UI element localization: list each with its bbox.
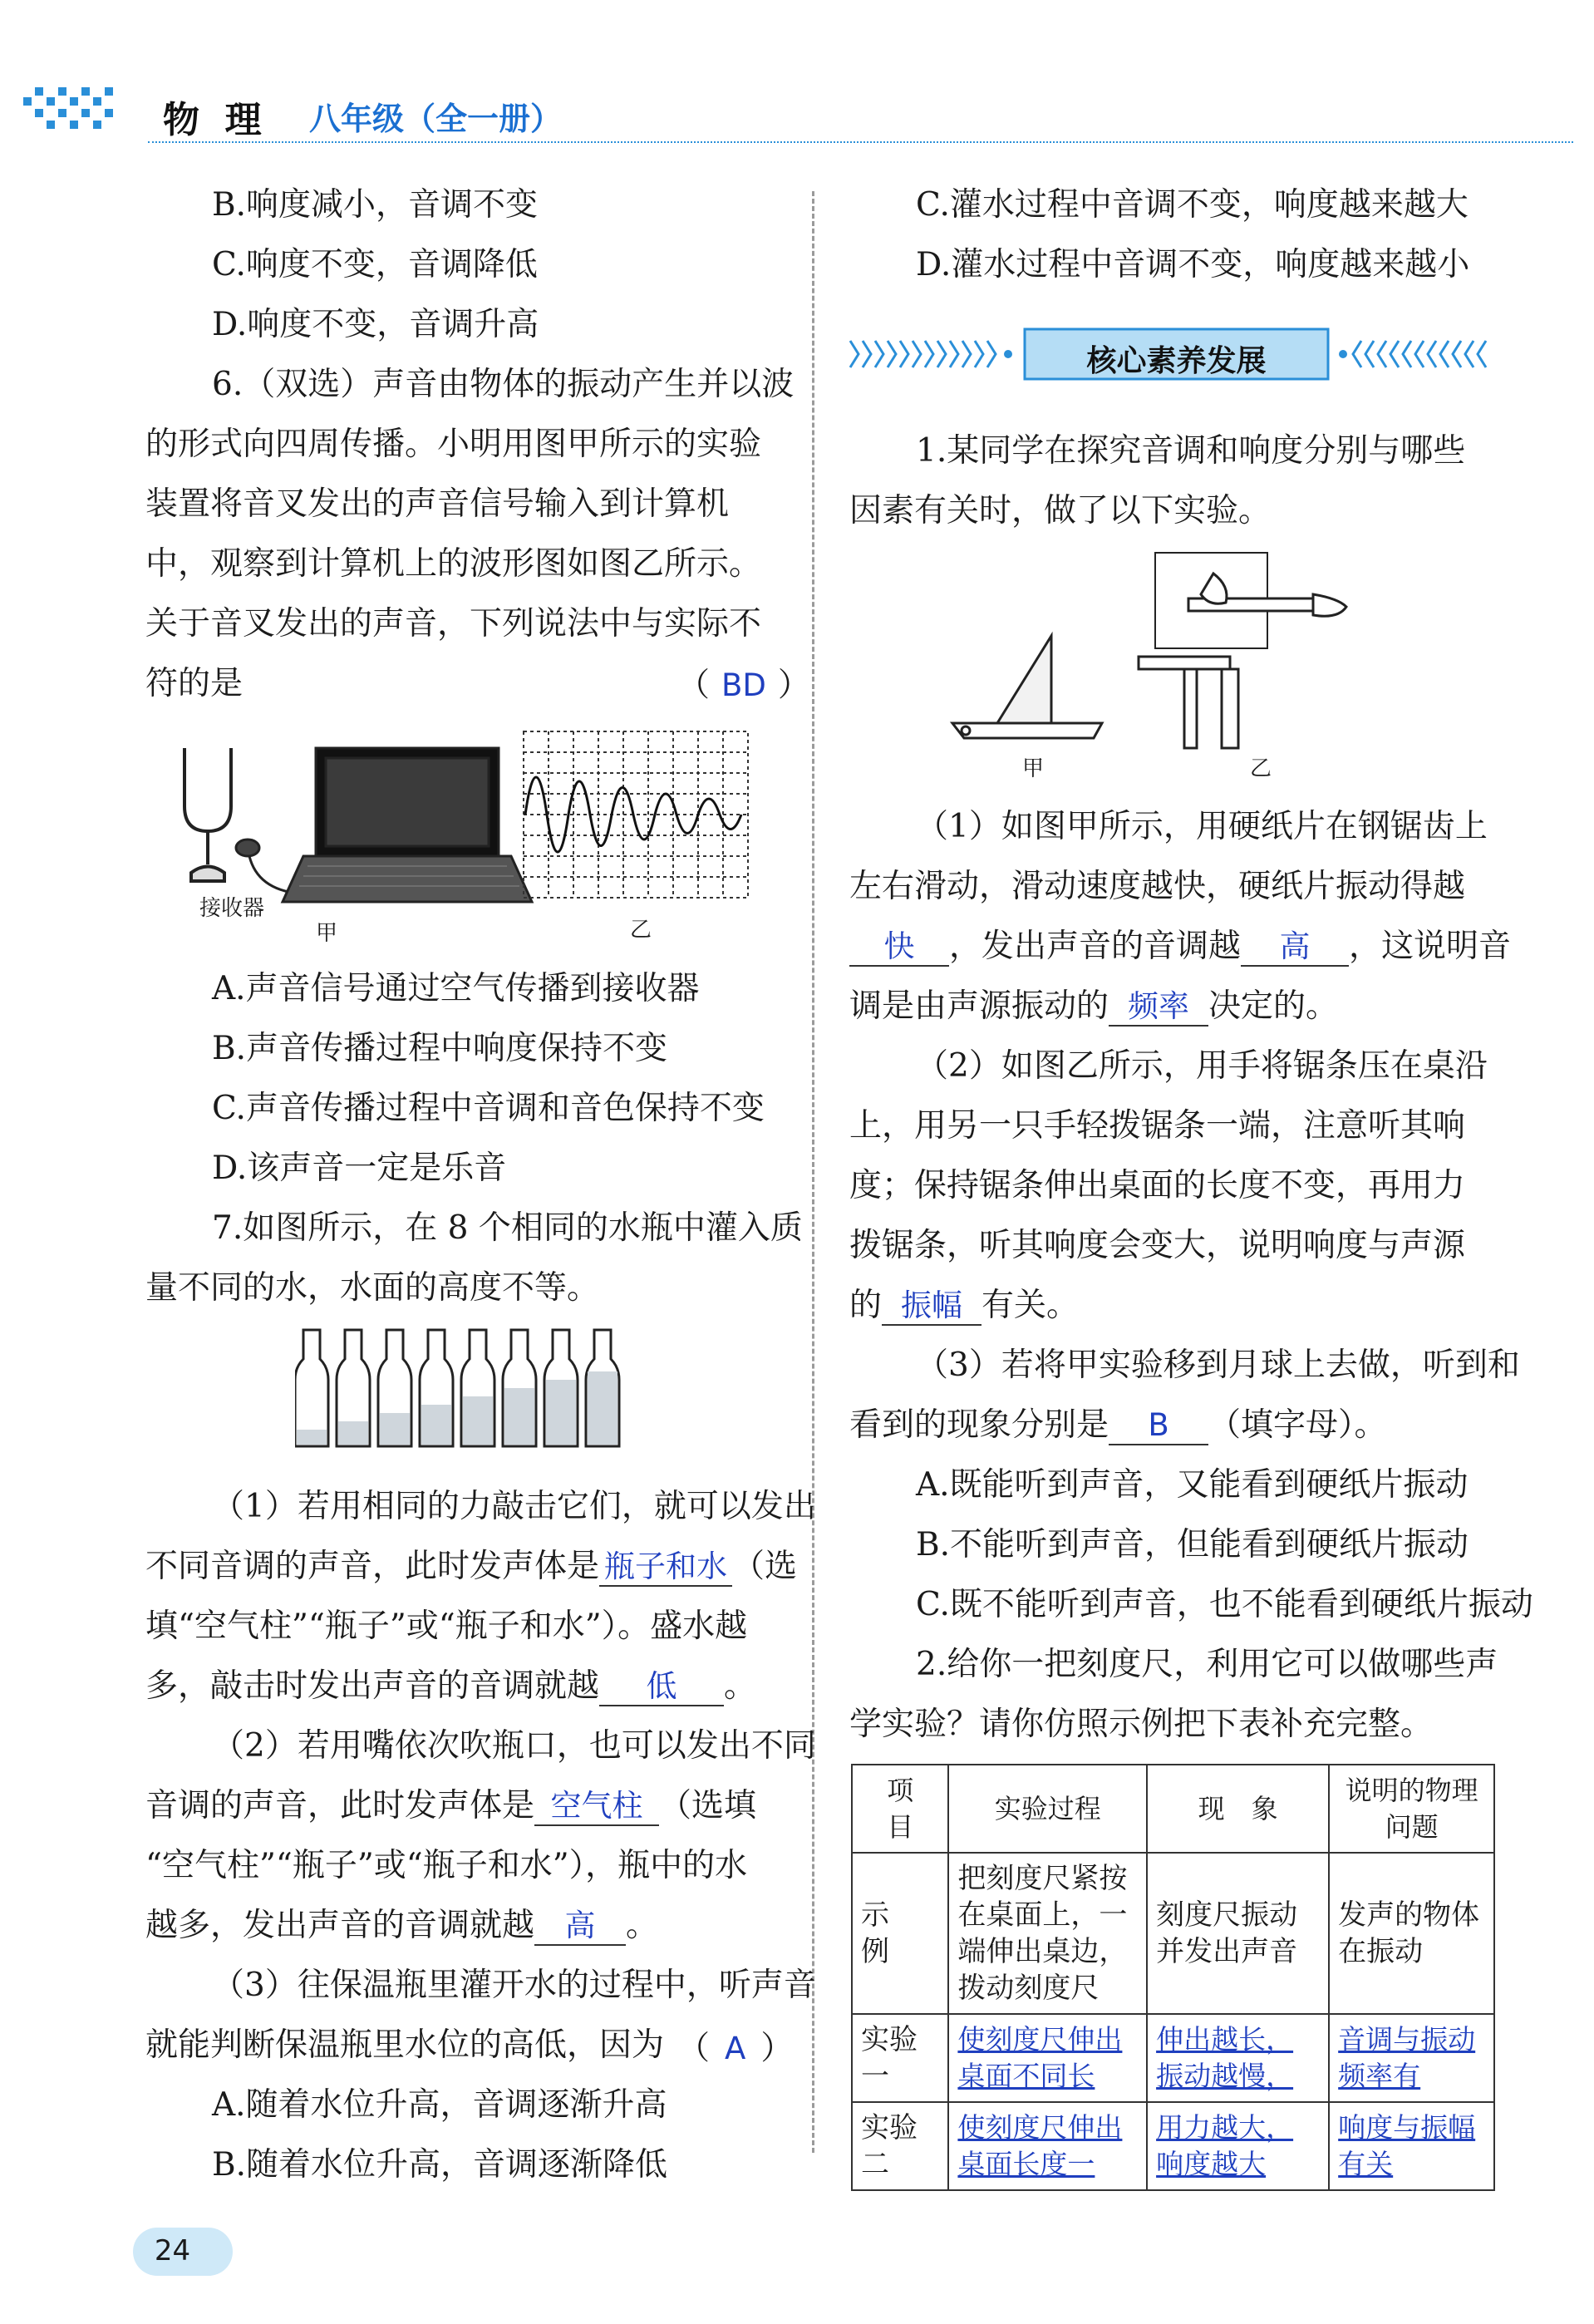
q6-option: D.该声音一定是乐音 xyxy=(212,1150,507,1187)
table-cell: 示 例 xyxy=(852,1853,948,2014)
table-header-row xyxy=(852,1765,1494,1853)
q7-line: 7.如图所示，在 8 个相同的水瓶中灌入质 xyxy=(212,1209,803,1247)
fig1-jia-label: 甲 xyxy=(1022,756,1045,781)
page-number: 24 xyxy=(154,2234,191,2267)
q7-answer-pitch-high: 高 xyxy=(534,1908,626,1946)
q7-p2-text: 。 xyxy=(626,1907,659,1944)
table-answer-cell: 用力越大，响度越大 xyxy=(1147,2102,1329,2190)
q7-p3-option: A.随着水位升高，音调逐渐升高 xyxy=(212,2086,667,2124)
table-header-cell: 实验过程 xyxy=(948,1765,1147,1853)
table-answer-cell: 使刻度尺伸出桌面不同长 xyxy=(948,2014,1147,2102)
q2-line: 学实验？请你仿照示例把下表补充完整。 xyxy=(849,1706,1434,1743)
q7-p3-answer: A xyxy=(725,2031,746,2066)
q6-option: C.声音传播过程中音调和音色保持不变 xyxy=(212,1090,765,1127)
q1-p1-line3 xyxy=(849,926,1511,968)
left-line: 装置将音叉发出的声音信号输入到计算机 xyxy=(145,485,730,523)
table-cell: 实验一 xyxy=(852,2014,948,2102)
q7-p2: （2）若用嘴依次吹瓶口，也可以发出不同 xyxy=(212,1727,816,1765)
q2-line: 2.给你一把刻度尺，利用它可以做哪些声 xyxy=(916,1646,1498,1683)
q1-answer-frequency: 频率 xyxy=(1109,988,1208,1027)
fig1-yi-label: 乙 xyxy=(1250,756,1272,781)
figure-saw-experiments xyxy=(947,549,1396,765)
q1-p1-text: ，这说明音 xyxy=(1349,928,1512,965)
fig6-jia-label: 甲 xyxy=(316,921,338,946)
q6-option: A.声音信号通过空气传播到接收器 xyxy=(212,970,700,1007)
q1-p3-text: （填字母）。 xyxy=(1208,1406,1387,1444)
q1-p3-text: 看到的现象分别是 xyxy=(849,1406,1109,1444)
fig6-receiver-label: 接收器 xyxy=(199,896,265,921)
q7-answer-sounding-body: 瓶子和水 xyxy=(599,1549,732,1587)
left-line: 关于音叉发出的声音，下列说法中与实际不 xyxy=(145,605,762,643)
q1-p2: 度；保持锯条伸出桌面的长度不变，再用力 xyxy=(849,1167,1466,1204)
header-subject: 物 理 xyxy=(163,99,262,141)
q1-p3-option: B.不能听到声音，但能看到硬纸片振动 xyxy=(916,1526,1469,1563)
q1-p2: （2）如图乙所示，用手将锯条压在桌沿 xyxy=(916,1047,1488,1085)
q1-p1: （1）如图甲所示，用硬纸片在钢锯齿上 xyxy=(916,808,1488,845)
header-grade: 八年级（全一册） xyxy=(309,101,563,137)
section-title: 核心素养发展 xyxy=(1086,344,1267,378)
q7-p1-text: 不同音调的声音，此时发声体是 xyxy=(145,1548,600,1585)
q7-p1-text: 。 xyxy=(724,1667,757,1705)
q7-p1-line4 xyxy=(145,1666,756,1707)
table-row xyxy=(852,2014,1494,2102)
q7-p2-text: （选填 xyxy=(659,1787,757,1824)
q1-p2-text: 的 xyxy=(849,1287,883,1324)
q1-p1-line4 xyxy=(849,986,1338,1027)
q7-p3-answer-bracket: （ A ） xyxy=(677,2030,794,2067)
q1-p1-text: 决定的。 xyxy=(1208,987,1339,1025)
table-answer-cell: 响度与振幅有关 xyxy=(1329,2102,1494,2190)
table-cell: 刻度尺振动并发出声音 xyxy=(1147,1853,1329,2014)
table-header-cell: 现 象 xyxy=(1147,1765,1329,1853)
q1-p1-line2: 左右滑动，滑动速度越快，硬纸片振动得越 xyxy=(849,868,1466,905)
table-cell: 发声的物体在振动 xyxy=(1329,1853,1494,2014)
q1-p3: （3）若将甲实验移到月球上去做，听到和 xyxy=(916,1347,1520,1384)
q1-answer-amplitude: 振幅 xyxy=(882,1288,981,1326)
q1-p2: 上，用另一只手轻拨锯条一端，注意听其响 xyxy=(849,1107,1466,1145)
q1-answer-high: 高 xyxy=(1241,928,1349,967)
header-rule xyxy=(148,141,1573,143)
left-line: 6.（双选）声音由物体的振动产生并以波 xyxy=(212,366,795,403)
q1-p1-text: ，发出声音的音调越 xyxy=(949,928,1242,965)
q7-p1-line2 xyxy=(145,1546,797,1588)
q7-p3-line2 xyxy=(145,2025,664,2066)
table-cell: 把刻度尺紧按在桌面上，一端伸出桌边，拨动刻度尺 xyxy=(948,1853,1147,2014)
table-answer-cell: 音调与振动频率有 xyxy=(1329,2014,1494,2102)
q7-p1-text: （选 xyxy=(732,1548,798,1585)
fig6-yi-label: 乙 xyxy=(630,918,652,943)
q1-p3-answer: B xyxy=(1109,1407,1208,1445)
q7-answer-pitch-low: 低 xyxy=(599,1668,724,1706)
q7-p2-line2 xyxy=(145,1785,756,1827)
q1-p2: 拨锯条，听其响度会变大，说明响度与声源 xyxy=(849,1227,1466,1264)
q1-line: 1.某同学在探究音调和响度分别与哪些 xyxy=(916,432,1466,470)
left-line: D.响度不变，音调升高 xyxy=(212,306,539,343)
column-divider xyxy=(812,191,814,2153)
right-line: D.灌水过程中音调不变，响度越来越小 xyxy=(916,246,1470,283)
q1-p3-option: C.既不能听到声音，也不能看到硬纸片振动 xyxy=(916,1586,1533,1623)
q7-answer-air-column: 空气柱 xyxy=(534,1788,659,1826)
left-line: 的形式向四周传播。小明用图甲所示的实验 xyxy=(145,426,762,463)
q1-p2-line5 xyxy=(849,1285,1079,1327)
q1-p3-line2 xyxy=(849,1405,1387,1446)
figure-water-bottles xyxy=(295,1322,627,1450)
table-row xyxy=(852,1853,1494,2014)
q6-option: B.声音传播过程中响度保持不变 xyxy=(212,1030,668,1067)
q7-p1-text: 多，敲击时发出声音的音调就越 xyxy=(145,1667,600,1705)
q7-p2-line4 xyxy=(145,1905,658,1947)
q7-p1-line3: 填“空气柱”“瓶子”或“瓶子和水”）。盛水越 xyxy=(145,1608,748,1645)
q7-p2-line3: “空气柱”“瓶子”或“瓶子和水”），瓶中的水 xyxy=(145,1847,748,1884)
table-answer-cell: 使刻度尺伸出桌面长度一 xyxy=(948,2102,1147,2190)
experiment-table xyxy=(851,1764,1495,2191)
q7-line: 量不同的水，水面的高度不等。 xyxy=(145,1269,600,1307)
left-line: 符的是 xyxy=(145,665,244,702)
table-header-cell: 说明的物理问题 xyxy=(1329,1765,1494,1853)
table-cell: 实验二 xyxy=(852,2102,948,2190)
left-line: C.响度不变，音调降低 xyxy=(212,246,538,283)
table-row xyxy=(852,2102,1494,2190)
right-line: C.灌水过程中音调不变，响度越来越大 xyxy=(916,186,1469,224)
q1-answer-fast: 快 xyxy=(849,928,949,967)
q7-p1: （1）若用相同的力敲击它们，就可以发出 xyxy=(212,1488,816,1525)
left-line: B.响度减小，音调不变 xyxy=(212,186,539,224)
q6-answer: BD xyxy=(721,667,766,703)
q6-answer-bracket: （ BD ） xyxy=(677,667,810,704)
q7-p3: （3）往保温瓶里灌开水的过程中，听声音 xyxy=(212,1967,816,2004)
q1-p3-option: A.既能听到声音，又能看到硬纸片振动 xyxy=(916,1466,1469,1504)
table-answer-cell: 伸出越长，振动越慢， xyxy=(1147,2014,1329,2102)
left-line: 中，观察到计算机上的波形图如图乙所示。 xyxy=(145,545,762,583)
table-header-cell: 项 目 xyxy=(852,1765,948,1853)
q1-line: 因素有关时，做了以下实验。 xyxy=(849,492,1272,529)
header-logo xyxy=(23,79,148,145)
q1-p1-text: 调是由声源振动的 xyxy=(849,987,1109,1025)
q1-p2-text: 有关。 xyxy=(981,1287,1080,1324)
q7-p3-option: B.随着水位升高，音调逐渐降低 xyxy=(212,2146,668,2184)
q7-p2-text: 音调的声音，此时发声体是 xyxy=(145,1787,535,1824)
q7-p2-text: 越多，发出声音的音调就越 xyxy=(145,1907,535,1944)
q7-p3-text: 就能判断保温瓶里水位的高低，因为 xyxy=(145,2026,665,2064)
